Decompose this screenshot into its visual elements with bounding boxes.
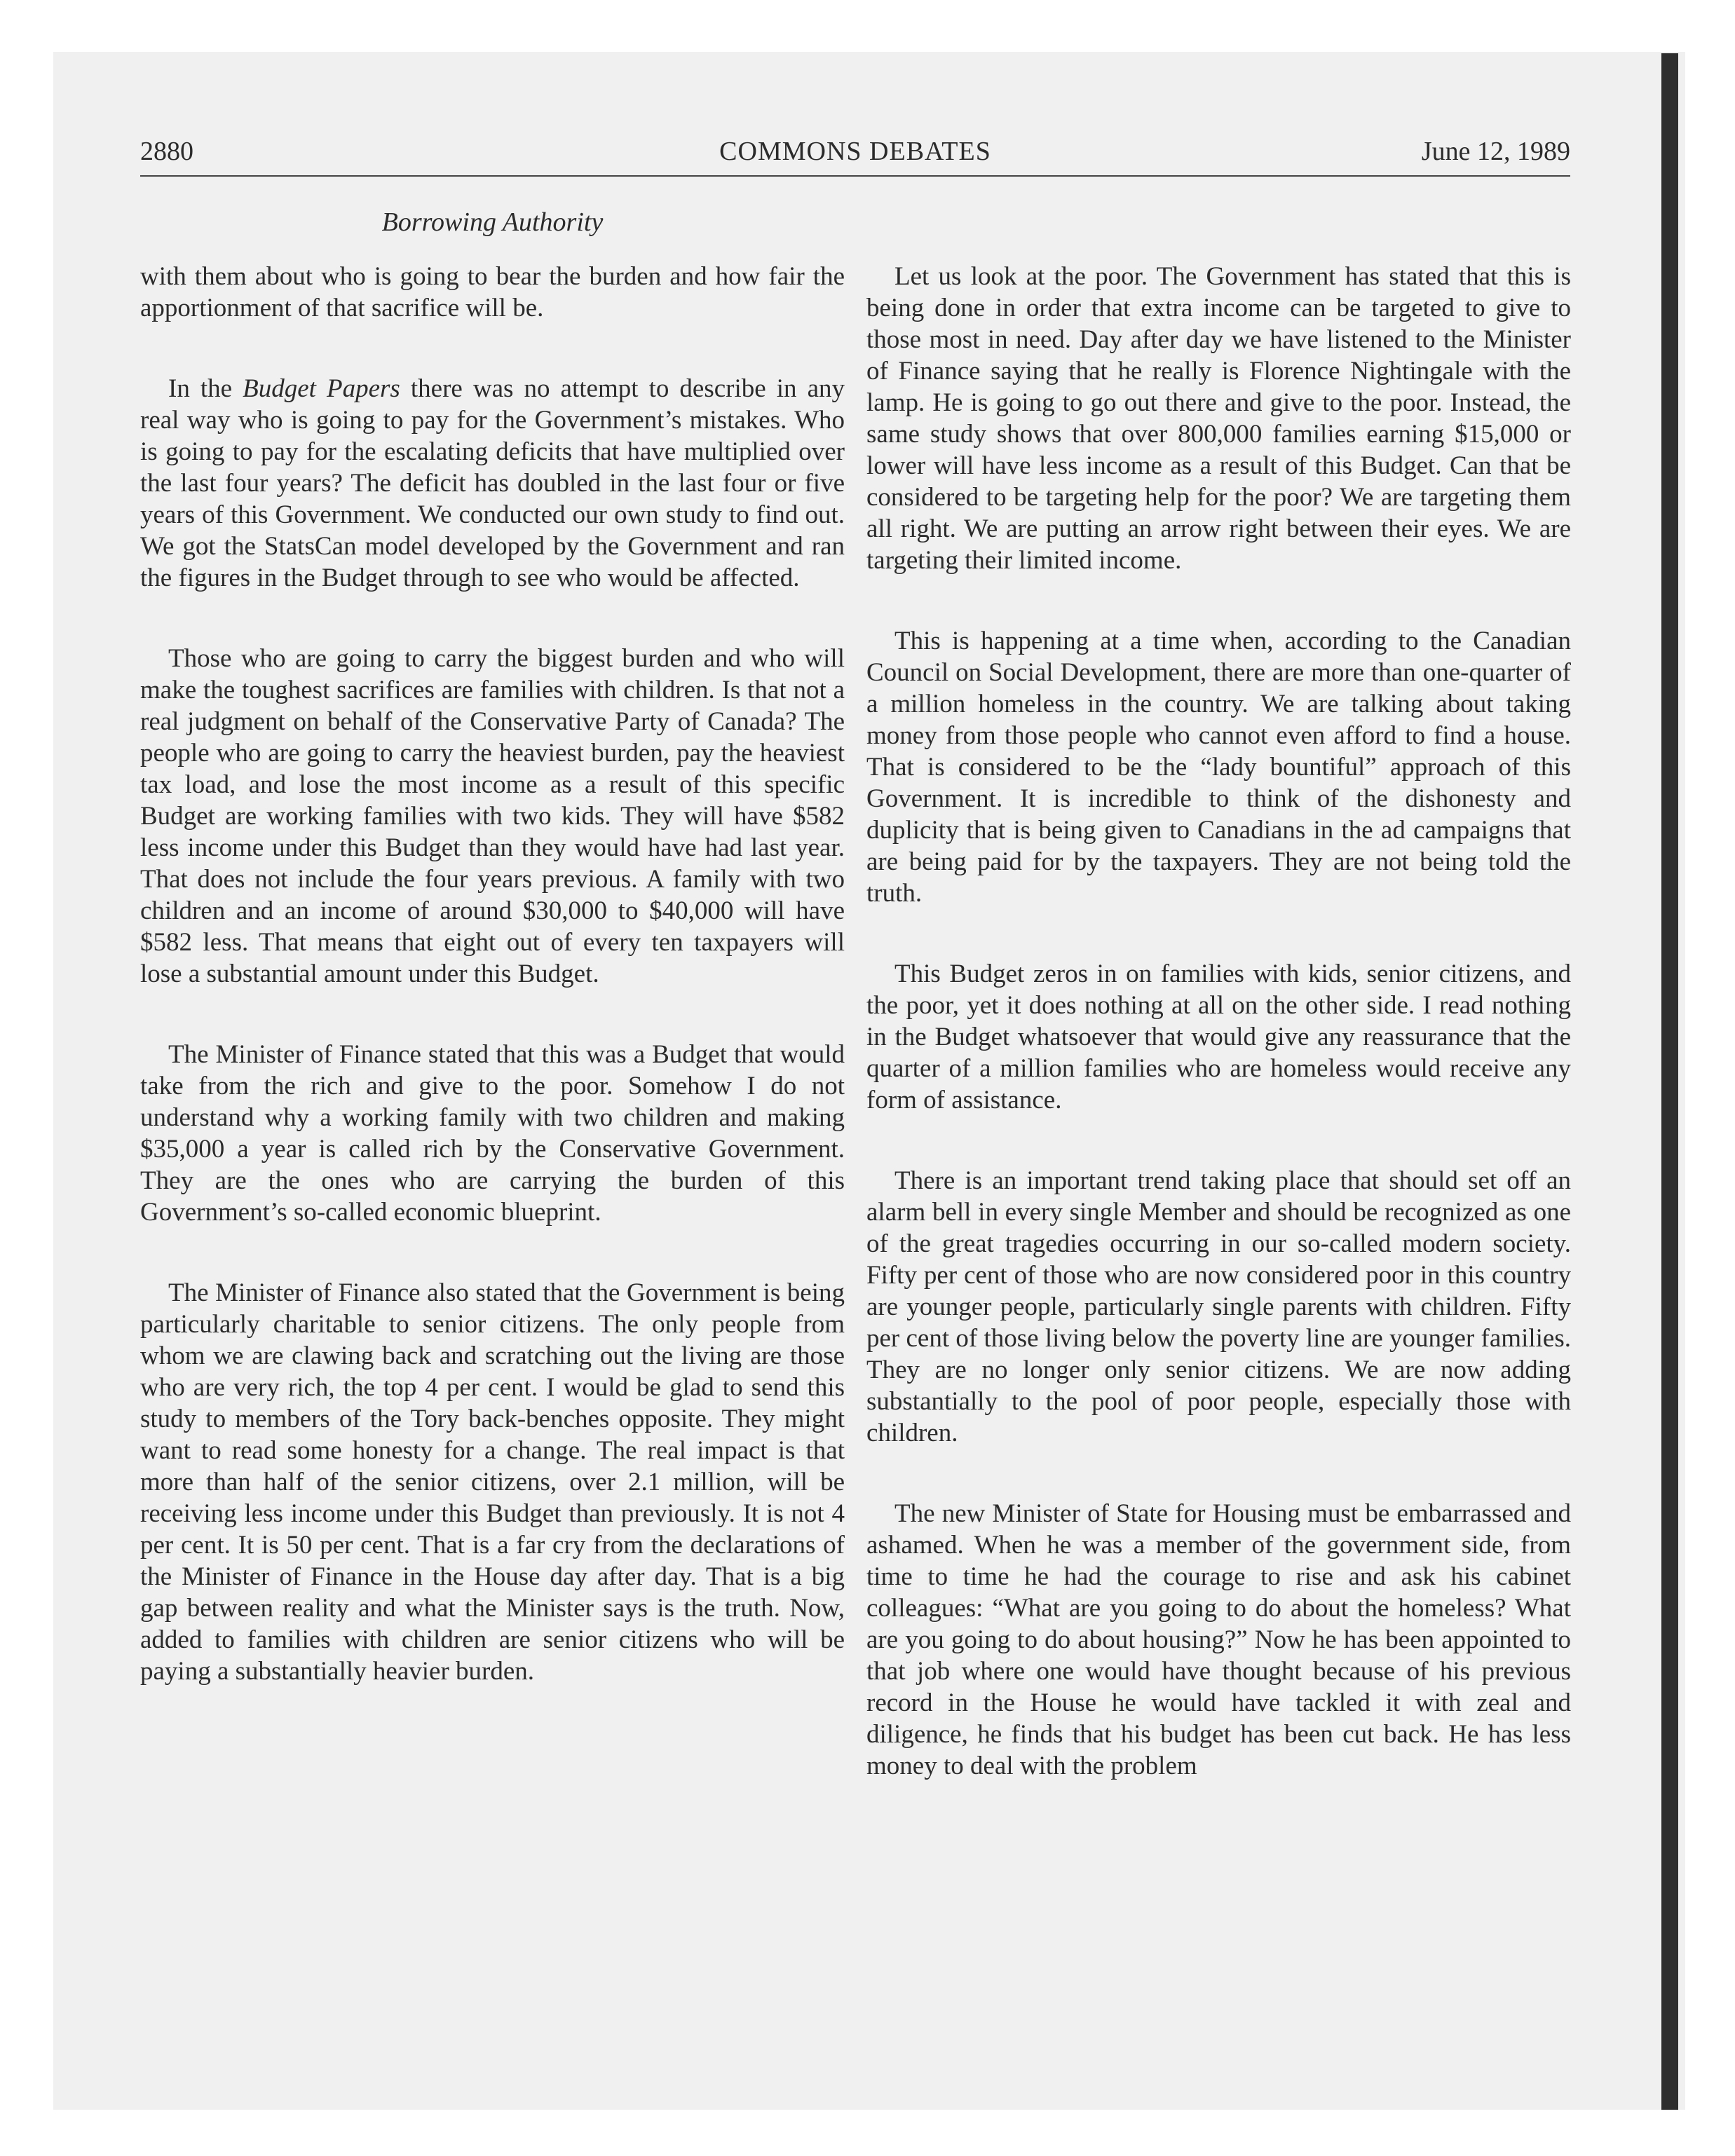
running-header (140, 132, 1570, 171)
paragraph: The Minister of Finance stated that this was a Budget that would take from the rich and give to the poor. Somehow I do not understand why a working family with two children and making $35,000 a year is called rich by the Conservative Government. They are the ones who are carrying the burden of this Government’s so-called economic blueprint. (140, 1040, 845, 1227)
left-column (140, 261, 845, 1687)
paragraph-text: In the (168, 374, 243, 403)
paragraph: This Budget zeros in on families with kids, senior citizens, and the poor, yet it does nothing at all on the other side. I read nothing in the Budget whatsoever that would give any reassurance that the quarter of a million families who are homeless would receive any form of assistance. (866, 960, 1571, 1114)
section-title: Borrowing Authority (381, 207, 604, 237)
paragraph: There is an important trend taking place that should set off an alarm bell in every single Member and should be recognized as one of the great tragedies occurring in our so-called modern society. Fifty per cent of those who are now considered poor in this country are younger people, particularly single parents with children. Fifty per cent of those living below the poverty line are younger families. They are no longer only senior citizens. We are now adding substantially to the pool of poor people, especially those with children. (866, 1166, 1571, 1447)
paragraph: The new Minister of State for Housing must be embarrassed and ashamed. When he was a member of the government side, from time to time he had the courage to rise and ask his cabinet colleagues: “What are you going to do about the homeless? What are you going to do about housing?” Now he has been appointed to that job where one would have thought because of his previous record in the House he would have tackled it with zeal and diligence, he finds that his budget has been cut back. He has less money to deal with the problem (866, 1499, 1571, 1780)
header-rule (140, 175, 1570, 177)
paragraph: with them about who is going to bear the burden and how fair the apportionment of that sacrifice will be. (140, 262, 845, 322)
paragraph: This is happening at a time when, according to the Canadian Council on Social Development, there are more than one-quarter of a million homeless in the country. We are talking about taking money from those people who cannot even afford to find a house. That is considered to be the “lady bountiful” approach of this Government. It is incredible to think of the dishonesty and duplicity that is being given to Canadians in the ad campaigns that are being paid for by the taxpayers. They are not being told the truth. (866, 627, 1571, 908)
scan-edge-bar (1661, 53, 1678, 2110)
page-number: 2880 (140, 137, 193, 166)
paragraph: Let us look at the poor. The Government has stated that this is being done in order that extra income can be targeted to give to those most in need. Day after day we have listened to the Minister of Finance saying that he really is Florence Nightingale with the lamp. He is going to go out there and give to the poor. Instead, the same study shows that over 800,000 families earning $15,000 or lower will have less income as a result of this Budget. Can that be considered to be targeting help for the poor? We are targeting them all right. We are putting an arrow right between their eyes. We are targeting their limited income. (866, 262, 1571, 575)
journal-title: COMMONS DEBATES (719, 137, 991, 166)
publication-title: Budget Papers (243, 374, 400, 403)
paragraph: Those who are going to carry the biggest burden and who will make the toughest sacrifices are families with children. Is that not a real judgment on behalf of the Conservative Party of Canada? The people who are going to carry the heaviest burden, pay the heaviest tax load, and lose the most income as a result of this specific Budget are working families with two kids. They will have $582 less income under this Budget than they would have had last year. That does not include the four years previous. A family with two children and an income of around $30,000 to $40,000 will have $582 less. That means that eight out of every ten taxpayers will lose a substantial amount under this Budget. (140, 644, 845, 988)
paragraph-text: there was no attempt to describe in any real way who is going to pay for the Government’s mistakes. Who is going to pay for the escalating deficits that have multiplied over the last four years? The deficit has doubled in the last four or five years of this Government. We conducted our own study to find out. We got the StatsCan model developed by the Government and ran the figures in the Budget through to see who would be affected. (140, 374, 845, 592)
paragraph: The Minister of Finance also stated that the Government is being particularly charitable to senior citizens. The only people from whom we are clawing back and scratching out the living are those who are very rich, the top 4 per cent. I would be glad to send this study to members of the Tory back-benches opposite. They might want to read some honesty for a change. The real impact is that more than half of the senior citizens, over 2.1 million, will be receiving less income under this Budget than previously. It is not 4 per cent. It is 50 per cent. That is a far cry from the declarations of the Minister of Finance in the House day after day. That is a big gap between reality and what the Minister says is the truth. Now, added to families with children are senior citizens who will be paying a substantially heavier burden. (140, 1278, 845, 1686)
page-date: June 12, 1989 (1421, 137, 1570, 166)
paragraph (140, 373, 845, 594)
right-column (866, 261, 1571, 1782)
